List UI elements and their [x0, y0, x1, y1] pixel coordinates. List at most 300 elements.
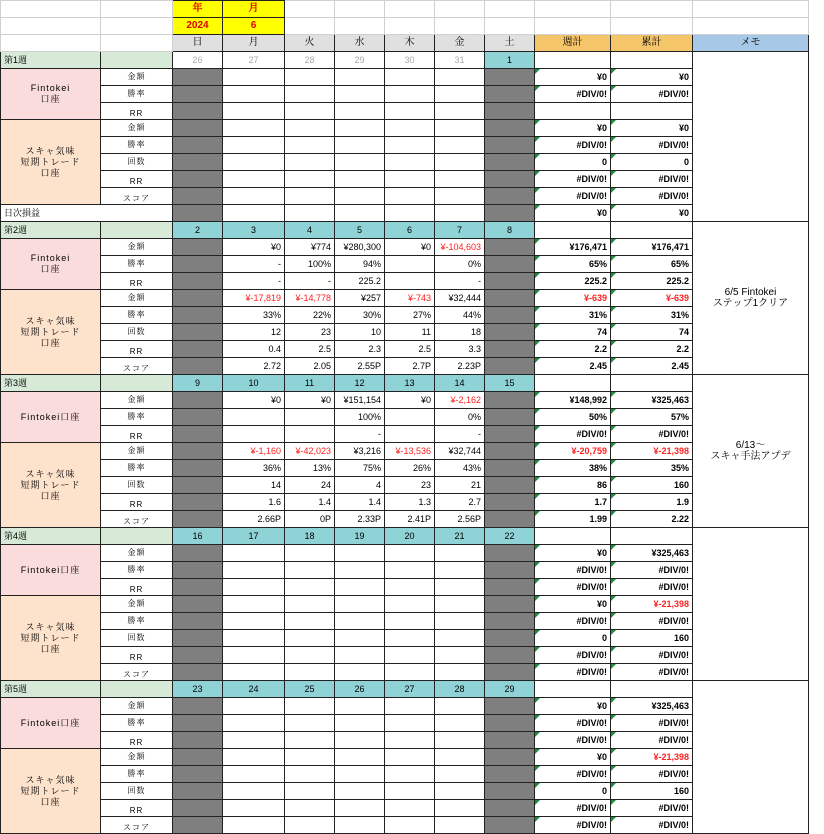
account-fintokei[interactable]: Fintokei 口座	[1, 239, 101, 290]
weekly-total[interactable]: ¥0	[535, 120, 611, 137]
cumulative-total[interactable]: #DIV/0!	[611, 766, 693, 783]
weekly-total[interactable]: 0	[535, 154, 611, 171]
closed-day-cell[interactable]	[173, 273, 223, 290]
value-cell[interactable]	[385, 205, 435, 222]
closed-day-cell[interactable]	[485, 817, 535, 834]
weekly-total[interactable]: #DIV/0!	[535, 664, 611, 681]
value-cell[interactable]: 33%	[223, 307, 285, 324]
value-cell[interactable]	[435, 86, 485, 103]
day-number[interactable]: 9	[173, 375, 223, 392]
weekly-total[interactable]: ¥0	[535, 698, 611, 715]
closed-day-cell[interactable]	[485, 307, 535, 324]
closed-day-cell[interactable]	[173, 732, 223, 749]
weekly-total[interactable]: #DIV/0!	[535, 817, 611, 834]
value-cell[interactable]	[435, 800, 485, 817]
cumulative-total[interactable]: ¥0	[611, 205, 693, 222]
value-cell[interactable]	[335, 817, 385, 834]
value-cell[interactable]	[385, 783, 435, 800]
value-cell[interactable]	[435, 817, 485, 834]
value-cell[interactable]	[335, 783, 385, 800]
weekly-total-cell[interactable]	[535, 222, 611, 239]
closed-day-cell[interactable]	[485, 239, 535, 256]
value-cell[interactable]	[435, 137, 485, 154]
weekly-total-cell[interactable]	[535, 528, 611, 545]
value-cell[interactable]	[385, 647, 435, 664]
value-cell[interactable]	[335, 120, 385, 137]
value-cell[interactable]	[385, 409, 435, 426]
value-cell[interactable]: 23	[285, 324, 335, 341]
value-cell[interactable]: 75%	[335, 460, 385, 477]
closed-day-cell[interactable]	[173, 120, 223, 137]
week-name[interactable]: 第2週	[1, 222, 101, 239]
value-cell[interactable]: 2.66P	[223, 511, 285, 528]
weekly-total[interactable]: #DIV/0!	[535, 86, 611, 103]
value-cell[interactable]	[285, 409, 335, 426]
value-cell[interactable]	[223, 409, 285, 426]
weekly-total[interactable]: 2.45	[535, 358, 611, 375]
day-number[interactable]: 22	[485, 528, 535, 545]
day-number[interactable]: 16	[173, 528, 223, 545]
cell-empty[interactable]	[435, 18, 485, 35]
day-number[interactable]: 13	[385, 375, 435, 392]
value-cell[interactable]: 43%	[435, 460, 485, 477]
value-cell[interactable]	[285, 664, 335, 681]
closed-day-cell[interactable]	[173, 817, 223, 834]
value-cell[interactable]	[385, 664, 435, 681]
value-cell[interactable]: 94%	[335, 256, 385, 273]
account-scalp[interactable]: スキャ気味 短期トレード 口座	[1, 596, 101, 681]
memo-cell[interactable]: 6/13〜 スキャ手法アプデ	[693, 375, 809, 528]
value-cell[interactable]	[223, 715, 285, 732]
day-number[interactable]: 25	[285, 681, 335, 698]
value-cell[interactable]	[435, 732, 485, 749]
closed-day-cell[interactable]	[485, 443, 535, 460]
closed-day-cell[interactable]	[173, 698, 223, 715]
value-cell[interactable]: ¥-743	[385, 290, 435, 307]
cumulative-total[interactable]: ¥325,463	[611, 698, 693, 715]
closed-day-cell[interactable]	[173, 766, 223, 783]
weekly-total[interactable]: #DIV/0!	[535, 171, 611, 188]
value-cell[interactable]	[335, 664, 385, 681]
value-cell[interactable]	[385, 732, 435, 749]
value-cell[interactable]	[223, 154, 285, 171]
value-cell[interactable]: 2.41P	[385, 511, 435, 528]
cumulative-total[interactable]: 35%	[611, 460, 693, 477]
value-cell[interactable]: ¥3,216	[335, 443, 385, 460]
closed-day-cell[interactable]	[485, 86, 535, 103]
value-cell[interactable]	[285, 817, 335, 834]
closed-day-cell[interactable]	[173, 715, 223, 732]
value-cell[interactable]	[385, 749, 435, 766]
cell-empty[interactable]	[335, 18, 385, 35]
value-cell[interactable]	[435, 647, 485, 664]
weekly-total[interactable]: 225.2	[535, 273, 611, 290]
value-cell[interactable]	[385, 766, 435, 783]
value-cell[interactable]	[285, 188, 335, 205]
weekly-total[interactable]: 1.7	[535, 494, 611, 511]
cumulative-total[interactable]: #DIV/0!	[611, 188, 693, 205]
value-cell[interactable]	[385, 562, 435, 579]
value-cell[interactable]	[223, 137, 285, 154]
week-name[interactable]: 第1週	[1, 52, 101, 69]
cumulative-total[interactable]: 65%	[611, 256, 693, 273]
closed-day-cell[interactable]	[173, 749, 223, 766]
value-cell[interactable]	[385, 256, 435, 273]
weekly-total[interactable]: #DIV/0!	[535, 732, 611, 749]
closed-day-cell[interactable]	[485, 800, 535, 817]
closed-day-cell[interactable]	[485, 426, 535, 443]
value-cell[interactable]	[335, 766, 385, 783]
value-cell[interactable]	[285, 613, 335, 630]
closed-day-cell[interactable]	[485, 392, 535, 409]
value-cell[interactable]: 0%	[435, 256, 485, 273]
cell-empty[interactable]	[1, 18, 101, 35]
closed-day-cell[interactable]	[485, 545, 535, 562]
day-number[interactable]: 8	[485, 222, 535, 239]
cell-empty[interactable]	[101, 222, 173, 239]
value-cell[interactable]: 36%	[223, 460, 285, 477]
value-cell[interactable]: 0.4	[223, 341, 285, 358]
cell-empty[interactable]	[101, 528, 173, 545]
account-scalp[interactable]: スキャ気味 短期トレード 口座	[1, 749, 101, 834]
cell-empty[interactable]	[385, 18, 435, 35]
cumulative-total[interactable]: #DIV/0!	[611, 715, 693, 732]
cumulative-total[interactable]: 160	[611, 477, 693, 494]
value-cell[interactable]	[223, 766, 285, 783]
value-cell[interactable]: 30%	[335, 307, 385, 324]
value-cell[interactable]	[335, 69, 385, 86]
cumulative-total[interactable]: 160	[611, 783, 693, 800]
value-cell[interactable]	[335, 800, 385, 817]
weekly-total-cell[interactable]	[535, 52, 611, 69]
closed-day-cell[interactable]	[173, 409, 223, 426]
value-cell[interactable]: ¥151,154	[335, 392, 385, 409]
weekly-total[interactable]: ¥-639	[535, 290, 611, 307]
memo-cell[interactable]	[693, 528, 809, 681]
value-cell[interactable]	[335, 545, 385, 562]
cumulative-total[interactable]: 225.2	[611, 273, 693, 290]
closed-day-cell[interactable]	[485, 715, 535, 732]
closed-day-cell[interactable]	[173, 256, 223, 273]
value-cell[interactable]: 12	[223, 324, 285, 341]
value-cell[interactable]	[385, 273, 435, 290]
closed-day-cell[interactable]	[173, 630, 223, 647]
cell-empty[interactable]	[385, 1, 435, 18]
closed-day-cell[interactable]	[173, 477, 223, 494]
value-cell[interactable]	[285, 647, 335, 664]
value-cell[interactable]: 10	[335, 324, 385, 341]
value-cell[interactable]	[223, 120, 285, 137]
account-fintokei[interactable]: Fintokei口座	[1, 392, 101, 443]
account-scalp[interactable]: スキャ気味 短期トレード 口座	[1, 290, 101, 375]
day-number[interactable]: 27	[385, 681, 435, 698]
value-cell[interactable]: 0%	[435, 409, 485, 426]
closed-day-cell[interactable]	[485, 630, 535, 647]
value-cell[interactable]: 44%	[435, 307, 485, 324]
closed-day-cell[interactable]	[485, 766, 535, 783]
col-header-cumulative[interactable]: 累計	[611, 35, 693, 52]
value-cell[interactable]: 23	[385, 477, 435, 494]
closed-day-cell[interactable]	[485, 256, 535, 273]
cell-empty[interactable]	[335, 1, 385, 18]
value-cell[interactable]: 11	[385, 324, 435, 341]
cumulative-total[interactable]: 31%	[611, 307, 693, 324]
year-label[interactable]: 年	[173, 1, 223, 18]
closed-day-cell[interactable]	[485, 137, 535, 154]
value-cell[interactable]	[385, 613, 435, 630]
daily-pnl-label[interactable]: 日次損益	[1, 205, 173, 222]
closed-day-cell[interactable]	[485, 290, 535, 307]
value-cell[interactable]: ¥-1,160	[223, 443, 285, 460]
cumulative-total[interactable]: #DIV/0!	[611, 562, 693, 579]
day-number[interactable]: 23	[173, 681, 223, 698]
value-cell[interactable]	[385, 715, 435, 732]
value-cell[interactable]	[285, 154, 335, 171]
closed-day-cell[interactable]	[173, 443, 223, 460]
closed-day-cell[interactable]	[173, 596, 223, 613]
value-cell[interactable]: ¥257	[335, 290, 385, 307]
cell-empty[interactable]	[535, 18, 611, 35]
cumulative-total[interactable]	[611, 103, 693, 120]
weekly-total[interactable]: 2.2	[535, 341, 611, 358]
value-cell[interactable]	[435, 664, 485, 681]
value-cell[interactable]	[285, 766, 335, 783]
cumulative-total[interactable]: ¥-21,398	[611, 443, 693, 460]
day-number[interactable]: 31	[435, 52, 485, 69]
day-number[interactable]: 26	[173, 52, 223, 69]
value-cell[interactable]: 27%	[385, 307, 435, 324]
closed-day-cell[interactable]	[173, 511, 223, 528]
value-cell[interactable]	[285, 579, 335, 596]
day-number[interactable]: 7	[435, 222, 485, 239]
closed-day-cell[interactable]	[173, 154, 223, 171]
cell-empty[interactable]	[611, 1, 693, 18]
weekly-total[interactable]: #DIV/0!	[535, 137, 611, 154]
value-cell[interactable]: -	[223, 256, 285, 273]
weekly-total[interactable]: 31%	[535, 307, 611, 324]
value-cell[interactable]	[223, 69, 285, 86]
value-cell[interactable]	[385, 800, 435, 817]
value-cell[interactable]	[385, 86, 435, 103]
value-cell[interactable]: ¥0	[385, 239, 435, 256]
weekly-total[interactable]: ¥-20,759	[535, 443, 611, 460]
account-fintokei[interactable]: Fintokei 口座	[1, 69, 101, 120]
value-cell[interactable]	[385, 698, 435, 715]
cell-empty[interactable]	[101, 1, 173, 18]
value-cell[interactable]: 225.2	[335, 273, 385, 290]
value-cell[interactable]	[223, 188, 285, 205]
value-cell[interactable]: 2.7P	[385, 358, 435, 375]
value-cell[interactable]: -	[435, 273, 485, 290]
closed-day-cell[interactable]	[485, 358, 535, 375]
cell-empty[interactable]	[101, 681, 173, 698]
value-cell[interactable]: 1.4	[335, 494, 385, 511]
cumulative-total[interactable]: #DIV/0!	[611, 579, 693, 596]
value-cell[interactable]	[223, 171, 285, 188]
cumulative-total[interactable]: 160	[611, 630, 693, 647]
closed-day-cell[interactable]	[173, 69, 223, 86]
value-cell[interactable]	[285, 120, 335, 137]
cumulative-total-cell[interactable]	[611, 222, 693, 239]
value-cell[interactable]: 1.6	[223, 494, 285, 511]
memo-cell[interactable]	[693, 681, 809, 834]
closed-day-cell[interactable]	[485, 596, 535, 613]
year-value[interactable]: 2024	[173, 18, 223, 35]
closed-day-cell[interactable]	[173, 239, 223, 256]
closed-day-cell[interactable]	[173, 613, 223, 630]
value-cell[interactable]	[335, 579, 385, 596]
value-cell[interactable]	[223, 596, 285, 613]
value-cell[interactable]	[385, 69, 435, 86]
value-cell[interactable]	[285, 171, 335, 188]
cell-empty[interactable]	[101, 375, 173, 392]
cumulative-total[interactable]: 1.9	[611, 494, 693, 511]
closed-day-cell[interactable]	[485, 409, 535, 426]
value-cell[interactable]: 24	[285, 477, 335, 494]
closed-day-cell[interactable]	[485, 341, 535, 358]
closed-day-cell[interactable]	[485, 69, 535, 86]
value-cell[interactable]	[285, 103, 335, 120]
closed-day-cell[interactable]	[173, 783, 223, 800]
value-cell[interactable]: -	[285, 273, 335, 290]
value-cell[interactable]	[435, 715, 485, 732]
cell-empty[interactable]	[101, 35, 173, 52]
value-cell[interactable]	[385, 137, 435, 154]
value-cell[interactable]: 2.7	[435, 494, 485, 511]
day-number[interactable]: 28	[435, 681, 485, 698]
weekly-total[interactable]: ¥148,992	[535, 392, 611, 409]
value-cell[interactable]	[285, 749, 335, 766]
weekly-total[interactable]: #DIV/0!	[535, 715, 611, 732]
cumulative-total[interactable]: #DIV/0!	[611, 664, 693, 681]
cell-empty[interactable]	[485, 18, 535, 35]
weekly-total[interactable]: 38%	[535, 460, 611, 477]
cumulative-total[interactable]: ¥0	[611, 120, 693, 137]
weekly-total[interactable]: ¥0	[535, 69, 611, 86]
value-cell[interactable]	[335, 732, 385, 749]
value-cell[interactable]	[335, 715, 385, 732]
value-cell[interactable]	[385, 596, 435, 613]
value-cell[interactable]: 4	[335, 477, 385, 494]
day-number[interactable]: 30	[385, 52, 435, 69]
closed-day-cell[interactable]	[173, 647, 223, 664]
closed-day-cell[interactable]	[485, 613, 535, 630]
cell-empty[interactable]	[693, 18, 809, 35]
closed-day-cell[interactable]	[485, 477, 535, 494]
cumulative-total[interactable]: 74	[611, 324, 693, 341]
value-cell[interactable]: -	[335, 426, 385, 443]
cell-empty[interactable]	[101, 52, 173, 69]
value-cell[interactable]: -	[223, 273, 285, 290]
value-cell[interactable]	[335, 86, 385, 103]
value-cell[interactable]	[385, 188, 435, 205]
value-cell[interactable]	[223, 698, 285, 715]
weekly-total[interactable]: 65%	[535, 256, 611, 273]
day-number[interactable]: 3	[223, 222, 285, 239]
day-number[interactable]: 4	[285, 222, 335, 239]
value-cell[interactable]: ¥-17,819	[223, 290, 285, 307]
value-cell[interactable]	[335, 749, 385, 766]
value-cell[interactable]	[435, 562, 485, 579]
value-cell[interactable]: 2.23P	[435, 358, 485, 375]
day-number[interactable]: 15	[485, 375, 535, 392]
value-cell[interactable]	[285, 562, 335, 579]
day-number[interactable]: 5	[335, 222, 385, 239]
closed-day-cell[interactable]	[485, 732, 535, 749]
value-cell[interactable]: 2.5	[385, 341, 435, 358]
value-cell[interactable]: 2.33P	[335, 511, 385, 528]
cumulative-total[interactable]: ¥-21,398	[611, 749, 693, 766]
account-scalp[interactable]: スキャ気味 短期トレード 口座	[1, 120, 101, 205]
day-number[interactable]: 12	[335, 375, 385, 392]
value-cell[interactable]: 0P	[285, 511, 335, 528]
closed-day-cell[interactable]	[173, 562, 223, 579]
value-cell[interactable]	[223, 86, 285, 103]
cumulative-total[interactable]: 2.22	[611, 511, 693, 528]
value-cell[interactable]	[435, 103, 485, 120]
closed-day-cell[interactable]	[173, 307, 223, 324]
value-cell[interactable]: 14	[223, 477, 285, 494]
cumulative-total[interactable]: 0	[611, 154, 693, 171]
closed-day-cell[interactable]	[173, 800, 223, 817]
value-cell[interactable]: 2.5	[285, 341, 335, 358]
value-cell[interactable]	[335, 562, 385, 579]
closed-day-cell[interactable]	[173, 324, 223, 341]
value-cell[interactable]	[223, 579, 285, 596]
value-cell[interactable]: ¥0	[285, 392, 335, 409]
value-cell[interactable]	[223, 630, 285, 647]
cumulative-total-cell[interactable]	[611, 681, 693, 698]
value-cell[interactable]: ¥-13,536	[385, 443, 435, 460]
col-header-fri[interactable]: 金	[435, 35, 485, 52]
value-cell[interactable]	[335, 171, 385, 188]
value-cell[interactable]: 2.72	[223, 358, 285, 375]
cell-empty[interactable]	[1, 35, 101, 52]
cumulative-total[interactable]: 2.45	[611, 358, 693, 375]
day-number[interactable]: 29	[335, 52, 385, 69]
weekly-total[interactable]: 0	[535, 630, 611, 647]
closed-day-cell[interactable]	[173, 86, 223, 103]
cumulative-total-cell[interactable]	[611, 528, 693, 545]
day-number[interactable]: 11	[285, 375, 335, 392]
weekly-total[interactable]: 1.99	[535, 511, 611, 528]
closed-day-cell[interactable]	[173, 341, 223, 358]
value-cell[interactable]	[335, 188, 385, 205]
day-number[interactable]: 10	[223, 375, 285, 392]
value-cell[interactable]	[435, 698, 485, 715]
value-cell[interactable]	[285, 137, 335, 154]
value-cell[interactable]: 2.55P	[335, 358, 385, 375]
value-cell[interactable]: 1.3	[385, 494, 435, 511]
day-number[interactable]: 28	[285, 52, 335, 69]
closed-day-cell[interactable]	[173, 205, 223, 222]
account-fintokei[interactable]: Fintokei口座	[1, 698, 101, 749]
day-number[interactable]: 29	[485, 681, 535, 698]
weekly-total[interactable]: #DIV/0!	[535, 188, 611, 205]
col-header-tue[interactable]: 火	[285, 35, 335, 52]
day-number[interactable]: 26	[335, 681, 385, 698]
closed-day-cell[interactable]	[485, 171, 535, 188]
value-cell[interactable]	[435, 154, 485, 171]
value-cell[interactable]: 26%	[385, 460, 435, 477]
closed-day-cell[interactable]	[485, 647, 535, 664]
value-cell[interactable]: ¥-2,162	[435, 392, 485, 409]
value-cell[interactable]	[435, 188, 485, 205]
cumulative-total[interactable]: ¥325,463	[611, 545, 693, 562]
value-cell[interactable]	[435, 120, 485, 137]
col-header-weekly[interactable]: 週計	[535, 35, 611, 52]
closed-day-cell[interactable]	[485, 460, 535, 477]
